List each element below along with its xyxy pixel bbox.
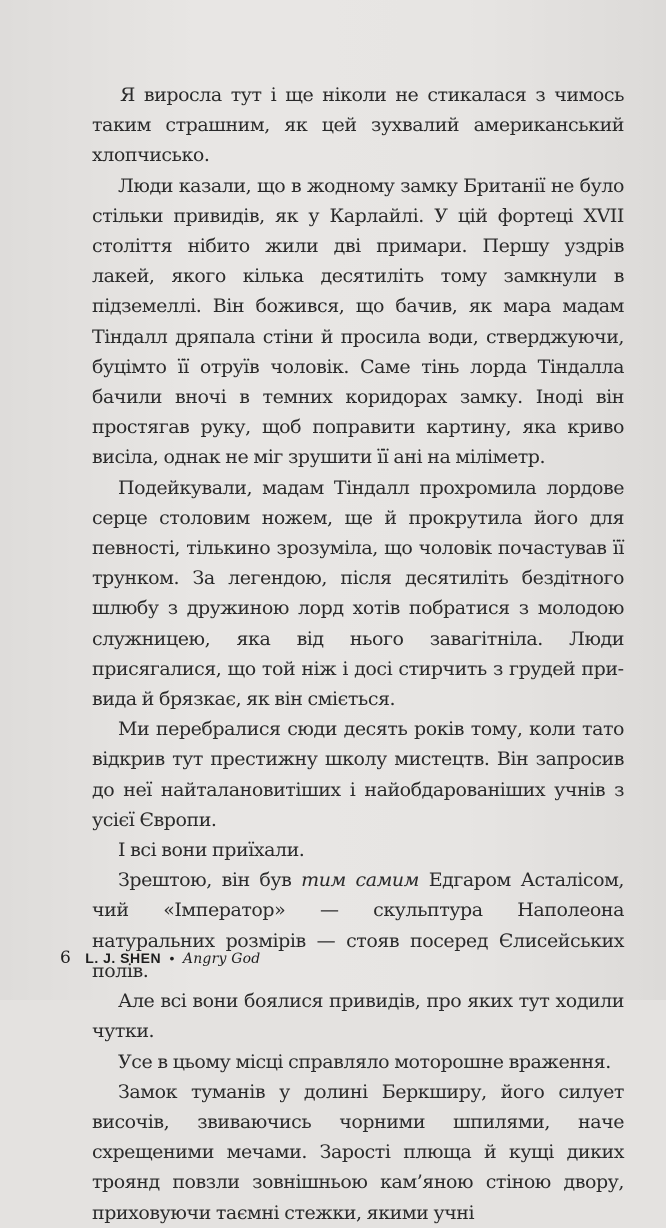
page-number: 6 [60, 948, 71, 968]
paragraph-3: Подейкували, мадам Тіндалл прохромила лордове серце столовим ножем, ще й прокрутила його для певності, тількино зрозуміла, що чоловік почастував її трунком. За легендою, після десятиліть бездітного шлюбу з дружиною лорд хотів побратися з молодою служницею, яка від нього завагітніла. Люди присягалися, що той ніж і досі стирчить з грудей привида й брязкає, як він сміється. [92, 476, 624, 711]
paragraph-4: Ми перебралися сюди десять років тому, коли тато відкрив тут престижну школу мистецтв. Він запросив до неї найталановитіших і найобдарованіших учнів з усієї Європи. [92, 718, 624, 831]
paragraph-1: Я виросла тут і ще ніколи не стикалася з чимось таким страшним, як цей зухвалий американський хлопчисько. [92, 84, 624, 167]
paragraph-6-emphasis: тим самим [301, 869, 419, 892]
book-title: Angry God [182, 951, 261, 967]
paragraph-9: Замок туманів у долині Беркширу, його силует височів, звиваючись чорними шпилями, наче схрещеними мечами. Зарості плюща й кущі диких троянд повзли зовнішньою кам’яною стіною двору, приховуючи таємні стежки, якими учні [92, 1080, 624, 1224]
paragraph-8: Усе в цьому місці справляло моторошне враження. [118, 1050, 611, 1073]
page-body [92, 80, 624, 1228]
author-name: L. J. SHEN [85, 950, 162, 966]
footer-separator: • [169, 950, 175, 966]
paragraph-6-end: Едгаром Асталісом, чий «Імператор» — скульптура Наполеона натуральних розмірів — стояв посеред Єлисейських полів. [92, 869, 624, 982]
paragraph-5: І всі вони приїхали. [118, 839, 305, 862]
paragraph-6-start: Зрештою, він був [118, 869, 302, 892]
paragraph-7: Але всі вони боялися привидів, про яких тут ходили чутки. [92, 990, 624, 1043]
paragraph-2: Люди казали, що в жодному замку Британії не було стільки привидів, як у Карлайлі. У цій фортеці XVII століття нібито жили дві примари. Першу уздрів лакей, якого кілька десятиліть тому замкнули в підземеллі. Він божився, що бачив, як мара мадам Тіндалл дряпала стіни й просила води, стверджуючи, буцімто її отруїв чоловік. Саме тінь лорда Тіндалла бачили вночі в темних коридорах замку. Іноді він простягав руку, щоб поправити картину, яка криво висіла, однак не міг зрушити її ані на міліметр. [92, 174, 624, 469]
page-footer [60, 948, 260, 972]
